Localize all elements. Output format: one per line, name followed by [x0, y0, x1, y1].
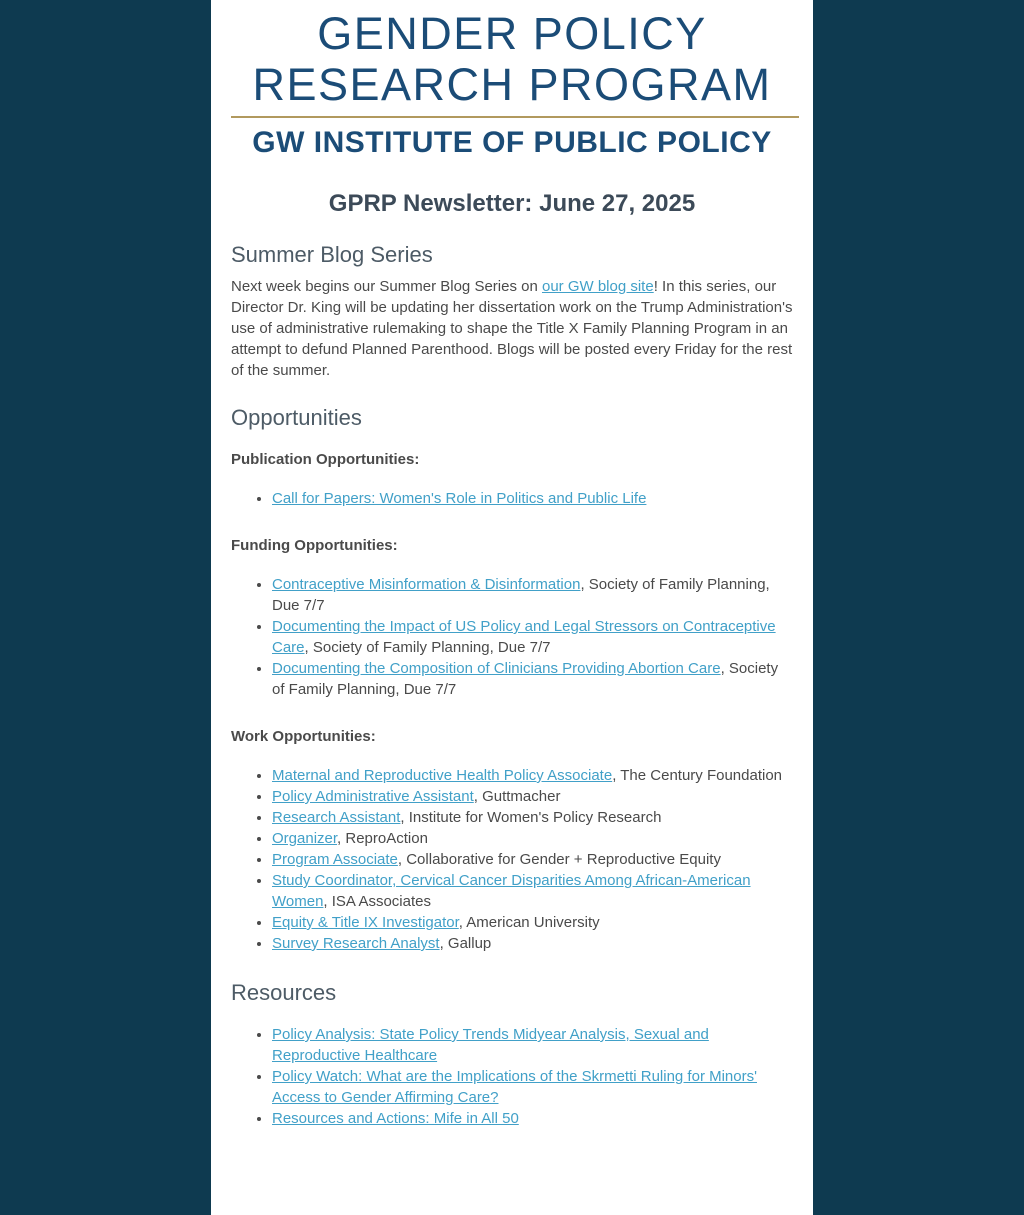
link-research-assistant[interactable]: Research Assistant [272, 809, 401, 826]
list-item [272, 870, 793, 912]
list-item-suffix: , Collaborative for Gender + Reproductive Equity [397, 851, 721, 868]
list-item [272, 849, 793, 870]
link-gw-blog-site[interactable]: our GW blog site [541, 278, 654, 295]
list-item-suffix: , The Century Foundation [612, 767, 783, 784]
link-program-associate[interactable]: Program Associate [272, 851, 398, 868]
group-label-publication-opportunities: Publication Opportunities: [231, 451, 420, 468]
group-label-funding-opportunities: Funding Opportunities: [231, 537, 398, 554]
link-equity-title-ix-investigator[interactable]: Equity & Title IX Investigator [272, 914, 459, 931]
blog-text-before-link: Next week begins our Summer Blog Series on [231, 278, 542, 295]
list-item [272, 912, 793, 933]
blog-text-after-link: ! In this series, our Director Dr. King will be updating her dissertation work on the Trump Administration's use of administrative rulemaking to shape the Title X Family Planning Program in an attempt to defund Planned Parenthood. Blogs will be posted every Friday for the rest of the summer. [231, 278, 793, 379]
newsletter-title: GPRP Newsletter: June 27, 2025 [328, 190, 696, 217]
list-item [272, 616, 793, 658]
list-item [272, 574, 793, 616]
publication-opportunities-list [231, 488, 793, 509]
list-item-suffix: , ReproAction [337, 830, 428, 847]
logo-divider [231, 116, 799, 118]
work-opportunities-list [231, 765, 793, 954]
list-item [272, 828, 793, 849]
group-label-work-opportunities: Work Opportunities: [231, 728, 376, 745]
list-item-suffix: , Society of Family Planning, Due 7/7 [304, 639, 551, 656]
blog-paragraph [231, 276, 793, 381]
link-policy-watch-skrmetti-ruling[interactable]: Policy Watch: What are the Implications of the Skrmetti Ruling for Minors' Access to Gender Affirming Care? [272, 1068, 757, 1106]
newsletter-content [211, 0, 813, 1215]
link-documenting-impact-us-policy[interactable]: Documenting the Impact of US Policy and Legal Stressors on Contraceptive Care [272, 618, 776, 656]
list-item [272, 786, 793, 807]
list-item [272, 1024, 793, 1066]
link-resources-actions-mife[interactable]: Resources and Actions: Mife in All 50 [272, 1110, 519, 1127]
list-item [272, 658, 793, 700]
link-organizer[interactable]: Organizer [272, 830, 338, 847]
list-item-suffix: , American University [458, 914, 600, 931]
link-survey-research-analyst[interactable]: Survey Research Analyst [272, 935, 440, 952]
list-item [272, 1066, 793, 1108]
list-item [272, 488, 793, 509]
logo [231, 6, 793, 160]
list-item-suffix: , ISA Associates [323, 893, 431, 910]
list-item-suffix: , Guttmacher [473, 788, 561, 805]
list-item [272, 933, 793, 954]
list-item [272, 765, 793, 786]
section-heading-summer-blog-series: Summer Blog Series [231, 242, 433, 267]
link-policy-analysis-state-policy-trends[interactable]: Policy Analysis: State Policy Trends Midyear Analysis, Sexual and Reproductive Healthcare [272, 1026, 709, 1064]
resources-list [231, 1024, 793, 1129]
funding-opportunities-list [231, 574, 793, 700]
section-heading-opportunities: Opportunities [231, 405, 362, 430]
list-item-suffix: , Society of Family Planning, Due 7/7 [272, 576, 770, 614]
link-policy-administrative-assistant[interactable]: Policy Administrative Assistant [272, 788, 474, 805]
link-documenting-composition-clinicians[interactable]: Documenting the Composition of Clinicians Providing Abortion Care [272, 660, 721, 677]
logo-line-1: GENDER POLICY [317, 8, 707, 59]
link-maternal-reproductive-health-policy-associate[interactable]: Maternal and Reproductive Health Policy Associate [272, 767, 613, 784]
logo-line-2: RESEARCH PROGRAM [252, 59, 772, 110]
link-call-for-papers[interactable]: Call for Papers: Women's Role in Politics and Public Life [272, 490, 647, 507]
list-item-suffix: , Society of Family Planning, Due 7/7 [272, 660, 779, 698]
list-item-suffix: , Gallup [439, 935, 492, 952]
link-contraceptive-misinformation[interactable]: Contraceptive Misinformation & Disinformation [272, 576, 581, 593]
list-item [272, 807, 793, 828]
list-item-suffix: , Institute for Women's Policy Research [400, 809, 662, 826]
link-study-coordinator[interactable]: Study Coordinator, Cervical Cancer Disparities Among African-American Women [272, 872, 751, 910]
list-item [272, 1108, 793, 1129]
logo-subtitle: GW INSTITUTE OF PUBLIC POLICY [252, 126, 772, 159]
section-heading-resources: Resources [231, 980, 337, 1005]
